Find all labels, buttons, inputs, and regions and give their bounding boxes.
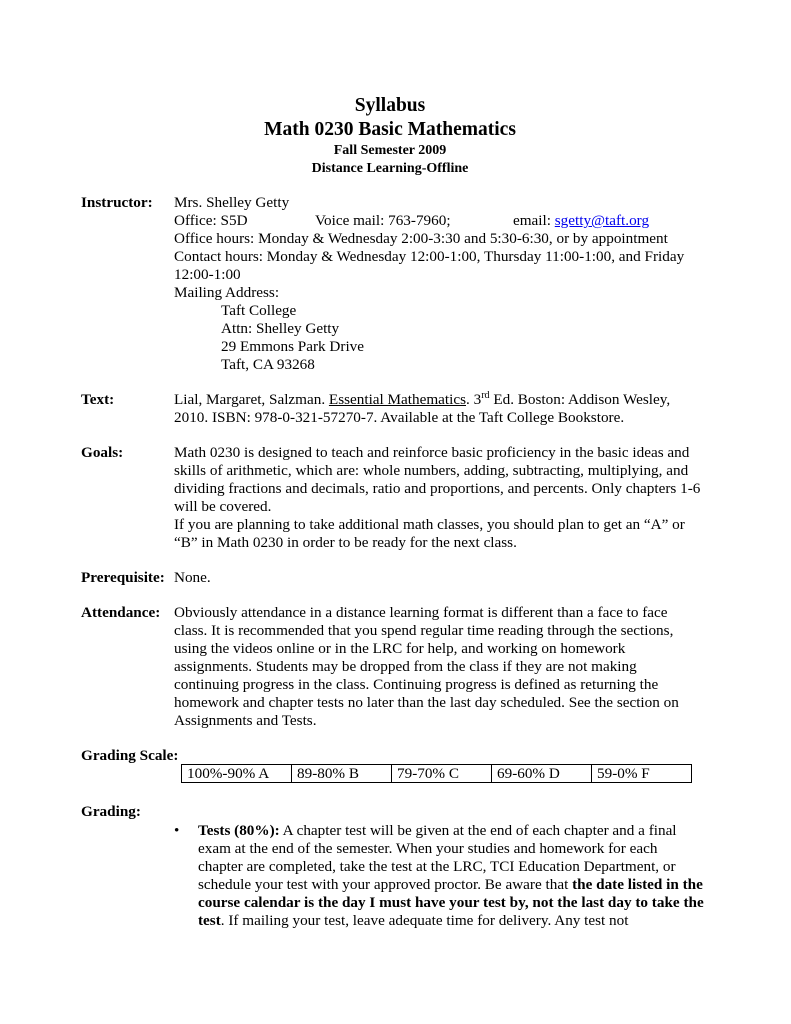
address-line: Taft, CA 93268	[221, 356, 315, 373]
goals-section	[174, 444, 704, 552]
office: Office: S5D	[174, 212, 248, 229]
grading-label: Grading:	[81, 803, 141, 820]
grade-cell: 100%-90% A	[182, 765, 292, 783]
goals-label: Goals:	[81, 444, 124, 461]
instructor-name: Mrs. Shelley Getty	[174, 194, 290, 211]
grade-cell: 79-70% C	[392, 765, 492, 783]
prerequisite-label: Prerequisite:	[81, 569, 165, 586]
title-block	[0, 94, 780, 178]
grade-cell: 69-60% D	[492, 765, 592, 783]
tests-text: A chapter test will be given at the end of each chapter and a final exam at the end of the semester. When your studies and homework for each chapter are completed, take the test at the LRC, TCI Education Department, or schedule your test with your approved proctor. Be aware that	[198, 822, 677, 893]
document-title: Syllabus	[354, 95, 426, 116]
office-hours: Office hours: Monday & Wednesday 2:00-3:30 and 5:30-6:30, or by appointment	[174, 230, 668, 247]
mailing-label: Mailing Address:	[174, 284, 280, 301]
text-section	[174, 391, 704, 427]
text-authors: Lial, Margaret, Salzman.	[174, 391, 329, 408]
book-title: Essential Mathematics	[328, 391, 466, 408]
tests-label: Tests (80%):	[198, 822, 280, 839]
attendance-label: Attendance:	[81, 604, 161, 621]
grading-scale-label: Grading Scale:	[81, 747, 179, 764]
edition-num: . 3	[466, 391, 482, 408]
email-link[interactable]: sgetty@taft.org	[554, 212, 650, 229]
text-label: Text:	[81, 391, 115, 408]
address-line: Attn: Shelley Getty	[221, 320, 340, 337]
grading-scale-row	[182, 765, 692, 783]
grading-scale-table	[181, 764, 692, 783]
bullet-icon: •	[174, 822, 180, 839]
tests-paragraph	[198, 822, 704, 930]
grade-cell: 59-0% F	[592, 765, 692, 783]
tests-bold-text: the date listed in the course calendar is the day I must have your test by, not the last day to take the test	[198, 876, 704, 929]
instructor-contact-line	[174, 212, 704, 230]
course-format: Distance Learning-Offline	[311, 161, 469, 176]
instructor-section	[174, 194, 704, 374]
prerequisite-value: None.	[174, 569, 211, 586]
goals-paragraph: Math 0230 is designed to teach and reinforce basic proficiency in the basic ideas and skills of arithmetic, which are: whole numbers, adding, subtracting, multiplying, and dividing fractions and decimals, ratio and proportions, and percents. Only chapters 1-6 will be covered.	[174, 444, 701, 515]
contact-hours: Contact hours: Monday & Wednesday 12:00-1:00, Thursday 11:00-1:00, and Friday 12:00-1:00	[174, 248, 685, 283]
address-line: Taft College	[221, 302, 297, 319]
course-title: Math 0230 Basic Mathematics	[264, 119, 516, 140]
voicemail: Voice mail: 763-7960;	[315, 212, 451, 229]
instructor-label: Instructor:	[81, 194, 153, 211]
email-label: email:	[513, 212, 555, 229]
edition-sup: rd	[481, 389, 490, 401]
address-line: 29 Emmons Park Drive	[221, 338, 364, 355]
attendance-text: Obviously attendance in a distance learning format is different than a face to face class. It is recommended that you spend regular time reading through the sections, using the videos online or in the LRC for help, and working on homework assignments. Students may be dropped from the class if they are not making continuing progress in the class. Continuing progress is defined as returning the homework and chapter tests no later than the last day scheduled. See the section on Assignments and Tests.	[174, 604, 679, 729]
grade-cell: 89-80% B	[292, 765, 392, 783]
tests-text-end: . If mailing your test, leave adequate time for delivery. Any test not	[220, 912, 629, 929]
text-rest: Ed. Boston: Addison Wesley, 2010. ISBN: 978-0-321-57270-7. Available at the Taft College Bookstore.	[174, 391, 671, 426]
semester: Fall Semester 2009	[333, 143, 447, 158]
goals-paragraph: If you are planning to take additional math classes, you should plan to get an “A” or “B” in Math 0230 in order to be ready for the next class.	[174, 516, 685, 551]
